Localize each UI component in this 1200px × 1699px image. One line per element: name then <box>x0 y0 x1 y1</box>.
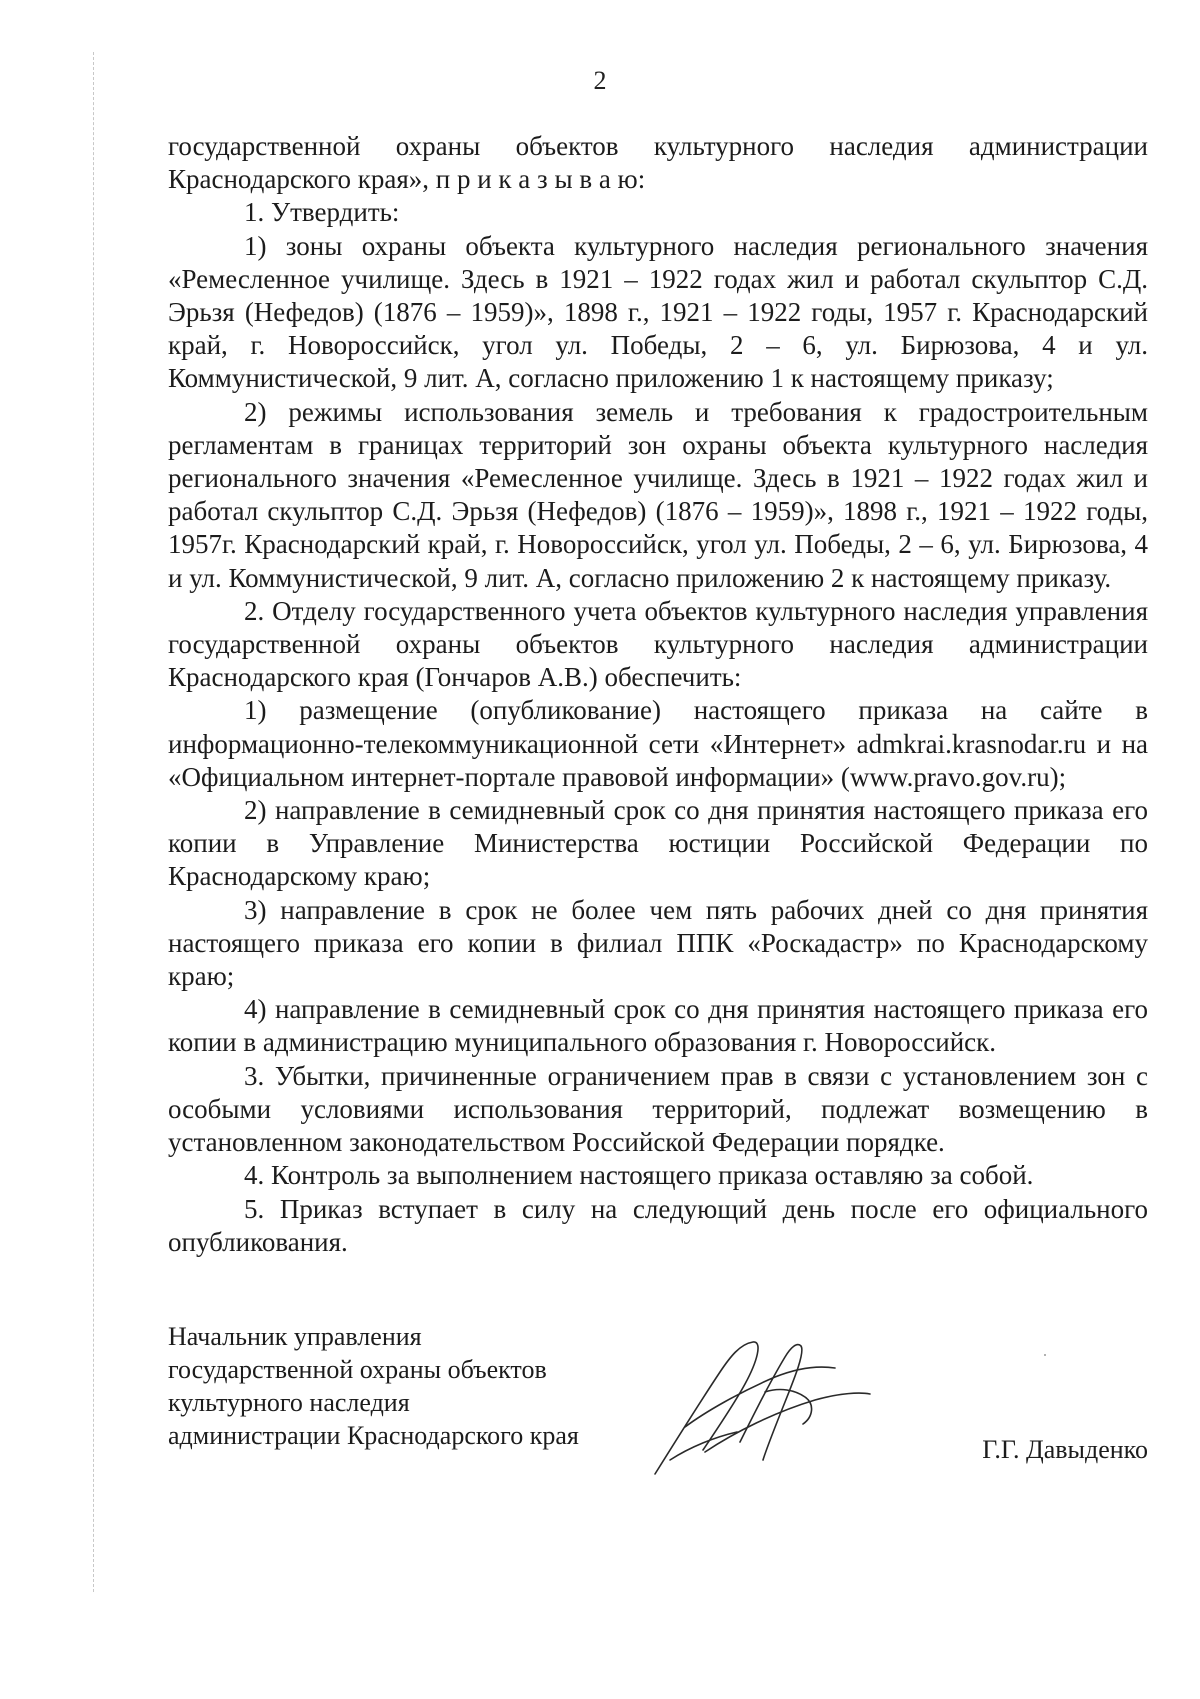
signatory-position-line: Начальник управления <box>168 1322 422 1351</box>
paragraph-item-1-1: 1) зоны охраны объекта культурного наследия регионального значения «Ремесленное училище. Здесь в 1921 – 1922 годах жил и работал скульптор С.Д. Эрьзя (Нефедов) (1876 – 1959)», 1898 г., 1921 – 1922 годы, 1957 г. Краснодарский край, г. Новороссийск, угол ул. Победы, 2 – 6, ул. Бирюзова, 4 и ул. Коммунистической, 9 лит. А, согласно приложению 1 к настоящему приказу; <box>168 230 1148 394</box>
paragraph-item-2-3: 3) направление в срок не более чем пять рабочих дней со дня принятия настоящего приказа его копии в филиал ППК «Роскадастр» по Краснодарскому краю; <box>168 894 1148 992</box>
signatory-position-line: администрации Краснодарского края <box>168 1421 579 1450</box>
scan-speck <box>1044 1354 1046 1356</box>
signatory-position <box>168 1320 579 1452</box>
paragraph-item-3: 3. Убытки, причиненные ограничением прав в связи с установлением зон с особыми условиями использования территорий, подлежат возмещению в установленном законодательством Российской Федерации порядке. <box>168 1060 1148 1158</box>
paragraph-intro: государственной охраны объектов культурного наследия администрации Краснодарского края», п р и к а з ы в а ю: <box>168 131 1148 195</box>
paragraph-item-2: 2. Отделу государственного учета объектов культурного наследия управления государственной охраны объектов культурного наследия администрации Краснодарского края (Гончаров А.В.) обеспечить: <box>168 595 1148 693</box>
signatory-position-line: культурного наследия <box>168 1388 410 1417</box>
paragraph-item-2-1: 1) размещение (опубликование) настоящего приказа на сайте в информационно-телекоммуникационной сети «Интернет» admkrai.krasnodar.ru и на «Официальном интернет-портале правовой информации» (www.pravo.gov.ru); <box>168 695 1148 792</box>
paragraph-item-1-2: 2) режимы использования земель и требования к градостроительным регламентам в границах территорий зон охраны объекта культурного наследия регионального значения «Ремесленное училище. Здесь в 1921 – 1922 годах жил и работал скульптор С.Д. Эрьзя (Нефедов) (1876 – 1959)», 1898 г., 1921 – 1922 годы, 1957г. Краснодарский край, г. Новороссийск, угол ул. Победы, 2 – 6, ул. Бирюзова, 4 и ул. Коммунистической, 9 лит. А, согласно приложению 2 к настоящему приказу. <box>168 396 1148 593</box>
signatory-name: Г.Г. Давыденко <box>982 1435 1148 1464</box>
paragraph-item-2-4: 4) направление в семидневный срок со дня принятия настоящего приказа его копии в администрацию муниципального образования г. Новороссийск. <box>168 994 1148 1058</box>
paragraph-item-5: 5. Приказ вступает в силу на следующий день после его официального опубликования. <box>168 1193 1148 1257</box>
page-number: 2 <box>593 66 607 95</box>
handwritten-signature <box>645 1332 875 1482</box>
order-body <box>168 130 1148 1259</box>
paragraph-item-4: 4. Контроль за выполнением настоящего приказа оставляю за собой. <box>244 1160 1034 1191</box>
paragraph-item-1: 1. Утвердить: <box>244 197 400 228</box>
paragraph-item-2-2: 2) направление в семидневный срок со дня принятия настоящего приказа его копии в Управление Министерства юстиции Российской Федерации по Краснодарскому краю; <box>168 795 1148 892</box>
signature-block <box>168 1320 1148 1480</box>
signatory-position-line: государственной охраны объектов <box>168 1355 547 1384</box>
scan-margin-line <box>93 52 94 1592</box>
